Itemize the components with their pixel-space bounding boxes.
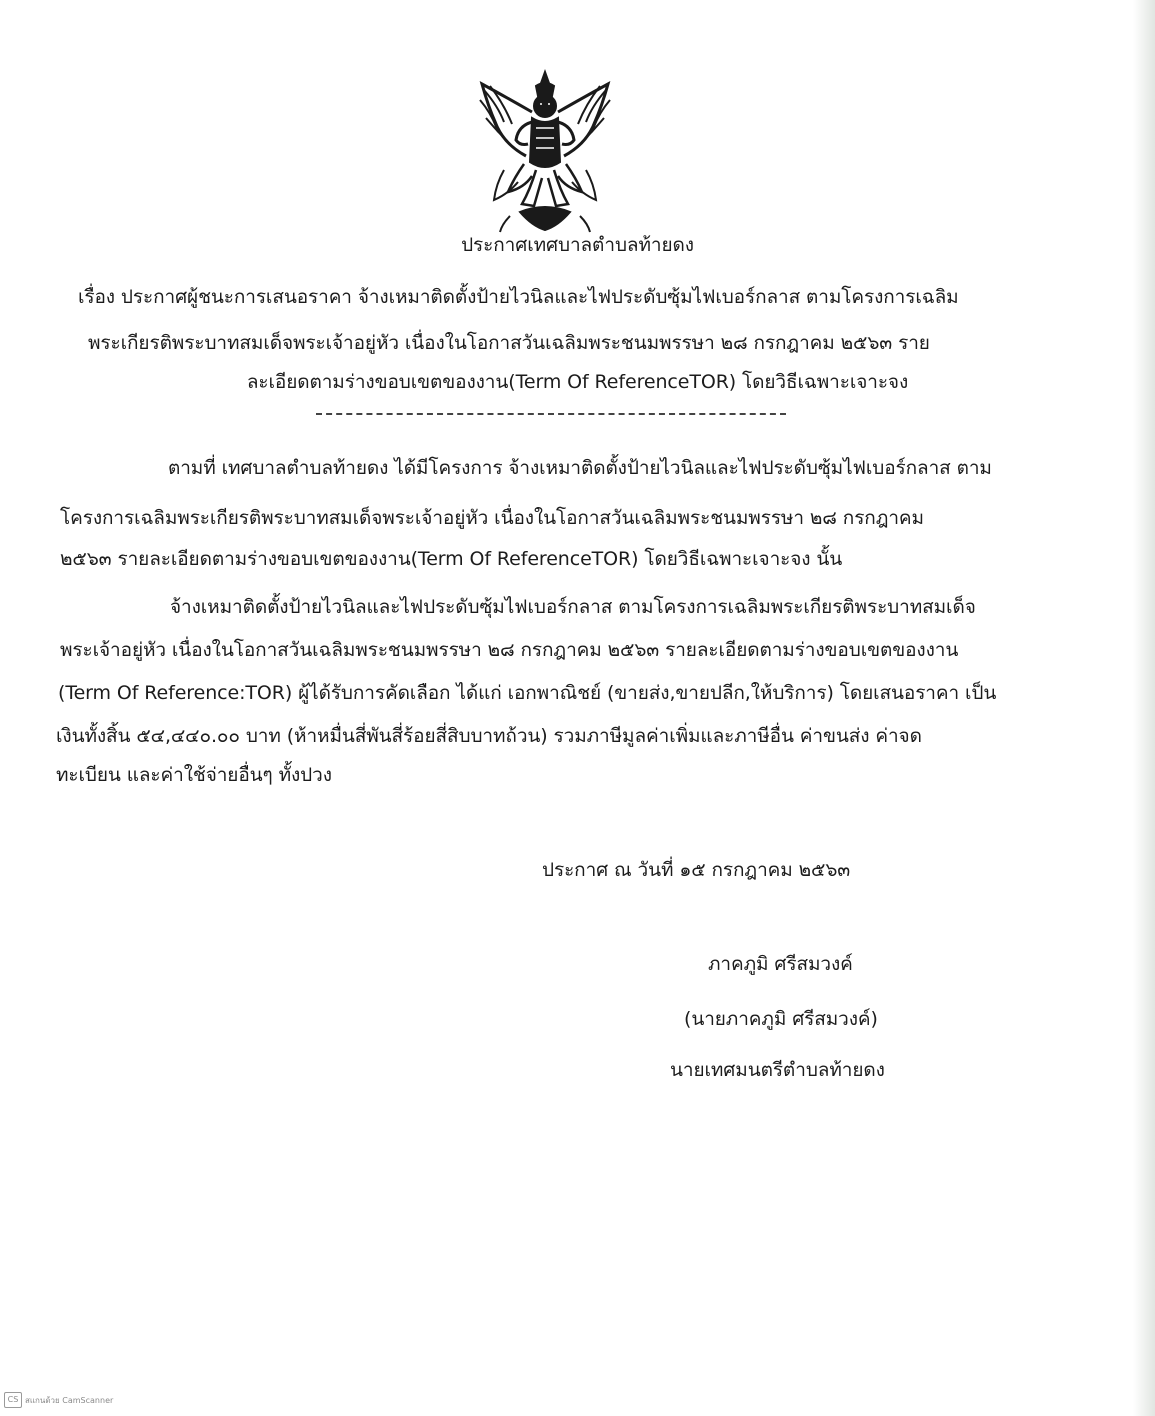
body-paragraph-line: พระเจ้าอยู่หัว เนื่องในโอกาสวันเฉลิมพระชนมพรรษา ๒๘ กรกฎาคม ๒๕๖๓ รายละเอียดตามร่างขอบเขตของงาน	[60, 639, 959, 661]
signatory-position: นายเทศมนตรีตำบลท้ายดง	[670, 1059, 885, 1081]
document-heading: ประกาศเทศบาลตำบลท้ายดง	[461, 234, 694, 256]
camscanner-watermark	[4, 1392, 113, 1408]
body-paragraph-line: ๒๕๖๓ รายละเอียดตามร่างขอบเขตของงาน(Term Of ReferenceTOR) โดยวิธีเฉพาะเจาะจง นั้น	[60, 548, 843, 570]
dashed-divider	[316, 413, 786, 415]
body-paragraph-line: (Term Of Reference:TOR) ผู้ได้รับการคัดเลือก ได้แก่ เอกพาณิชย์ (ขายส่ง,ขายปลีก,ให้บริการ) โดยเสนอราคา เป็น	[58, 682, 997, 704]
subject-line: เรื่อง ประกาศผู้ชนะการเสนอราคา จ้างเหมาติดตั้งป้ายไวนิลและไฟประดับซุ้มไฟเบอร์กลาส ตามโครงการเฉลิม	[78, 286, 959, 308]
camscanner-text: สแกนด้วย CamScanner	[25, 1395, 114, 1405]
body-paragraph-line: เงินทั้งสิ้น ๕๔,๔๔๐.๐๐ บาท (ห้าหมื่นสี่พันสี่ร้อยสี่สิบบาทถ้วน) รวมภาษีมูลค่าเพิ่มและภาษีอื่น ค่าขนส่ง ค่าจด	[56, 725, 922, 747]
garuda-emblem-icon	[474, 66, 616, 236]
body-paragraph-line: ทะเบียน และค่าใช้จ่ายอื่นๆ ทั้งปวง	[56, 764, 332, 786]
camscanner-logo-icon: CS	[4, 1392, 22, 1408]
page-edge-shadow	[1133, 0, 1155, 1416]
signature-name: ภาคภูมิ ศรีสมวงค์	[708, 953, 853, 975]
body-paragraph-line: ตามที่ เทศบาลตำบลท้ายดง ได้มีโครงการ จ้างเหมาติดตั้งป้ายไวนิลและไฟประดับซุ้มไฟเบอร์กลาส ตาม	[168, 457, 992, 479]
body-paragraph-line: จ้างเหมาติดตั้งป้ายไวนิลและไฟประดับซุ้มไฟเบอร์กลาส ตามโครงการเฉลิมพระเกียรติพระบาทสมเด็จ	[170, 596, 976, 618]
announcement-date: ประกาศ ณ วันที่ ๑๕ กรกฎาคม ๒๕๖๓	[542, 859, 851, 881]
signatory-full-name: (นายภาคภูมิ ศรีสมวงค์)	[684, 1008, 878, 1030]
subject-line: ละเอียดตามร่างขอบเขตของงาน(Term Of ReferenceTOR) โดยวิธีเฉพาะเจาะจง	[246, 371, 909, 393]
subject-line: พระเกียรติพระบาทสมเด็จพระเจ้าอยู่หัว เนื่องในโอกาสวันเฉลิมพระชนมพรรษา ๒๘ กรกฎาคม ๒๕๖๓ ราย	[88, 332, 930, 354]
body-paragraph-line: โครงการเฉลิมพระเกียรติพระบาทสมเด็จพระเจ้าอยู่หัว เนื่องในโอกาสวันเฉลิมพระชนมพรรษา ๒๘ กรกฎาคม	[60, 507, 924, 529]
